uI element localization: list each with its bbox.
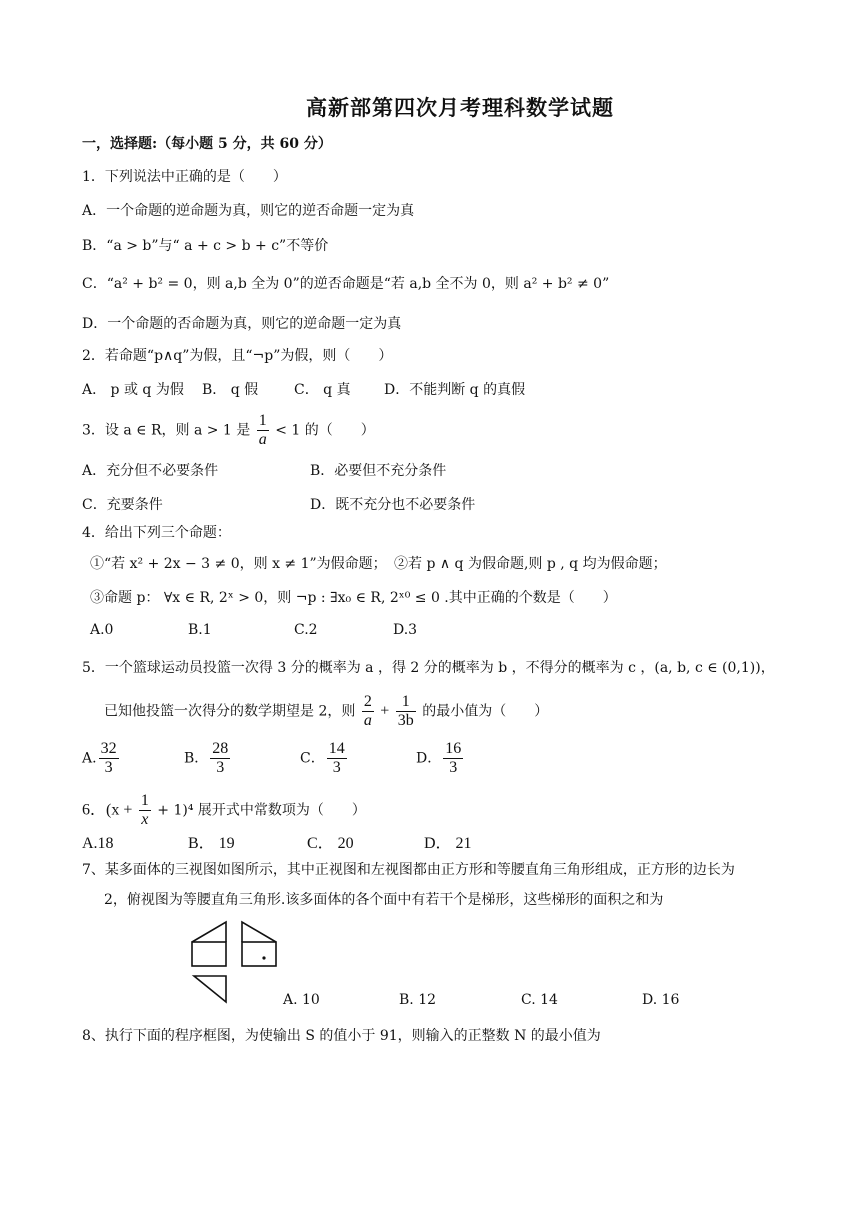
q5-line2-pre: 已知他投篮一次得分的数学期望是 2，则 xyxy=(104,703,356,720)
q6-stem-post: + 1)⁴ 展开式中常数项为（ ） xyxy=(157,802,366,819)
q2-option-a: A． p 或 q 为假 xyxy=(82,382,184,398)
q5-stem-line1: 5．一个篮球运动员投篮一次得 3 分的概率为 a ，得 2 分的概率为 b ，不得分的概率为 c ，(a, b, c ∈ (0,1))， xyxy=(82,660,775,676)
q5-fraction-2-denominator: 3b xyxy=(397,712,414,729)
q3-option-b: B．必要但不充分条件 xyxy=(310,463,447,479)
q5-option-b-numerator: 28 xyxy=(212,740,229,757)
q4-option-b: B.1 xyxy=(188,622,212,638)
q3-option-c: C．充要条件 xyxy=(82,497,163,513)
q6-fraction-denominator: x xyxy=(141,811,149,828)
q5-option-a-denominator: 3 xyxy=(104,759,113,776)
q5-option-a xyxy=(82,740,121,777)
q5-option-a-label: A. xyxy=(82,750,97,767)
q5-option-c-denominator: 3 xyxy=(332,759,341,776)
q4-proposition-1: ①“若 x² + 2x − 3 ≠ 0，则 x ≠ 1”为假命题； xyxy=(90,556,387,572)
q5-plus: + xyxy=(380,702,390,720)
q3-stem xyxy=(82,412,375,449)
q3-fraction-denominator: a xyxy=(258,431,267,448)
q6-option-c: C． 20 xyxy=(307,835,354,852)
q2-option-c: C． q 真 xyxy=(294,382,351,398)
q7-stem-line2: 2，俯视图为等腰直角三角形.该多面体的各个面中有若干个是梯形，这些梯形的面积之和为 xyxy=(104,892,664,908)
q3-stem-post: < 1 的（ ） xyxy=(275,422,375,439)
q5-fraction-1 xyxy=(362,693,374,730)
q1-option-a: A．一个命题的逆命题为真，则它的逆否命题一定为真 xyxy=(82,203,415,219)
q1-option-c: C．“a² + b² = 0，则 a,b 全为 0”的逆否命题是“若 a,b 全不为 0，则 a² + b² ≠ 0” xyxy=(82,276,610,292)
q3-option-d: D．既不充分也不必要条件 xyxy=(310,497,476,513)
section-heading: 一，选择题:（每小题 5 分，共 60 分） xyxy=(82,136,332,152)
three-view-figure xyxy=(186,916,286,1006)
q6-stem xyxy=(82,792,366,829)
q3-stem-pre: 3．设 a ∈ R，则 a > 1 是 xyxy=(82,422,251,439)
exam-title: 高新部第四次月考理科数学试题 xyxy=(306,95,614,120)
q7-option-d: D. 16 xyxy=(642,992,680,1008)
q6-option-a: A.18 xyxy=(82,835,114,852)
q5-option-d-numerator: 16 xyxy=(445,740,462,757)
q5-line2-post: 的最小值为（ ） xyxy=(422,703,549,720)
q6-option-d: D． 21 xyxy=(424,835,472,852)
q8-stem: 8、执行下面的程序框图，为使输出 S 的值小于 91，则输入的正整数 N 的最小值为 xyxy=(82,1028,601,1044)
q3-fraction xyxy=(257,412,269,449)
q1-option-d: D．一个命题的否命题为真，则它的逆命题一定为真 xyxy=(82,316,402,332)
q7-option-b: B. 12 xyxy=(399,992,437,1008)
q5-option-d-denominator: 3 xyxy=(449,759,458,776)
q2-option-d: D．不能判断 q 的真假 xyxy=(384,382,526,398)
q4-option-d: D.3 xyxy=(393,622,418,638)
q7-option-a: A. 10 xyxy=(283,992,320,1008)
q5-stem-line2 xyxy=(104,693,548,730)
q4-proposition-2: ②若 p ∧ q 为假命题,则 p , q 均为假命题； xyxy=(394,556,667,572)
q5-option-b xyxy=(184,740,232,777)
q5-option-a-numerator: 32 xyxy=(100,740,117,757)
q5-option-c-numerator: 14 xyxy=(328,740,345,757)
q5-fraction-2-numerator: 1 xyxy=(396,693,416,712)
q6-option-b: B． 19 xyxy=(188,835,235,852)
q7-option-c: C. 14 xyxy=(521,992,558,1008)
q3-fraction-numerator: 1 xyxy=(258,412,267,429)
q2-option-b: B． q 假 xyxy=(202,382,259,398)
q5-fraction-1-denominator: a xyxy=(363,712,372,729)
q5-option-b-label: B． xyxy=(184,750,209,767)
q4-proposition-3: ③命题 p： ∀x ∈ R, 2ˣ > 0，则 ¬p : ∃x₀ ∈ R, 2ˣ⁰ ≤ 0 .其中正确的个数是（ ） xyxy=(90,590,617,606)
q5-fraction-1-numerator: 2 xyxy=(363,693,372,710)
q5-option-d-label: D． xyxy=(416,750,442,767)
q5-option-c-label: C． xyxy=(300,750,325,767)
q3-option-a: A．充分但不必要条件 xyxy=(82,463,219,479)
side-view xyxy=(242,922,276,966)
top-view xyxy=(194,976,226,1002)
q4-option-a: A.0 xyxy=(90,622,114,638)
q5-option-d xyxy=(416,740,465,777)
q7-stem-line1: 7、某多面体的三视图如图所示，其中正视图和左视图都由正方形和等腰直角三角形组成，正方形的边长为 xyxy=(82,862,735,878)
q4-stem: 4．给出下列三个命题： xyxy=(82,525,231,541)
q5-option-b-denominator: 3 xyxy=(216,759,225,776)
q4-option-c: C.2 xyxy=(294,622,318,638)
q6-stem-pre: 6．(x + xyxy=(82,801,133,819)
q5-option-c xyxy=(300,740,349,777)
q6-fraction xyxy=(139,792,151,829)
front-view xyxy=(192,922,226,966)
q6-fraction-numerator: 1 xyxy=(140,792,149,809)
q5-fraction-2 xyxy=(396,693,416,730)
q2-stem: 2．若命题“p∧q”为假，且“¬p”为假，则（ ） xyxy=(82,348,393,364)
q1-stem: 1．下列说法中正确的是（ ） xyxy=(82,169,287,185)
q1-option-b: B．“a > b”与“ a + c > b + c”不等价 xyxy=(82,238,329,254)
